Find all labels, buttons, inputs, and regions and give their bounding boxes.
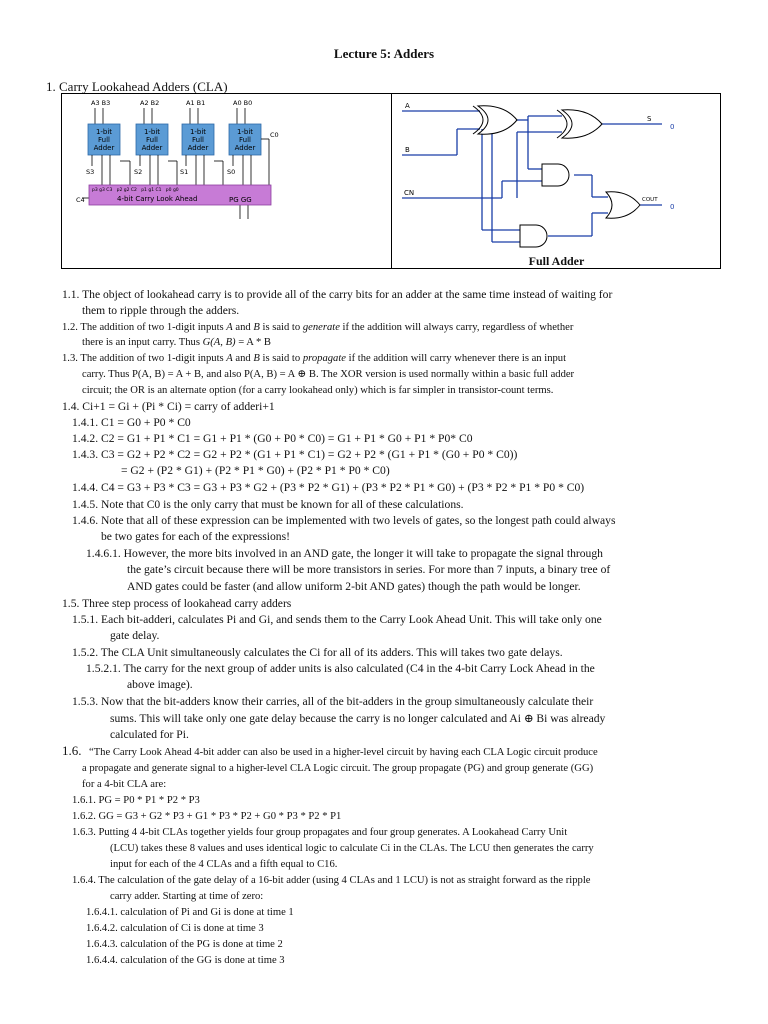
or-gate [606,192,640,218]
svg-text:Adder: Adder [141,144,163,152]
item-1-1-line-2: them to ripple through the adders. [82,304,240,317]
item-1-4-4: 1.4.4. C4 = G3 + P3 * C3 = G3 + P3 * G2 + (P3 * P2 * G1) + (P3 * P2 * P1 * G0) + (P3 * P2 * P1 * P0 * C0) [72,481,585,494]
item-1-6-line-1: “The Carry Look Ahead 4-bit adder can also be used in a higher-level circuit by having each CLA Logic circuit produce [89,747,598,758]
item-1-5-2-1-line-2: above image). [127,678,193,691]
item-1-6-3-line-1: 1.6.3. Putting 4 4-bit CLAs together yields four group propagates and four group generates. A Lookahead Carry Unit [72,827,568,838]
item-1-4-2: 1.4.2. C2 = G1 + P1 * C1 = G1 + P1 * (G0 + P0 * C0) = G1 + P1 * G0 + P1 * P0* C0 [72,432,473,445]
item-1-6-4-2: 1.6.4.2. calculation of Ci is done at time 3 [86,923,264,934]
item-1-5-1-line-2: gate delay. [110,629,160,642]
pg-gg-label: PG GG [229,196,252,204]
item-1-4-6-1-line-1: 1.4.6.1. However, the more bits involved in an AND gate, the longer it will take to propagate the signal through [86,547,603,560]
c4-label: C4 [76,196,85,204]
fa-output-cout: COUT [642,197,658,203]
item-1-4-6-1-line-3: AND gates could be faster (and allow uniform 2-bit AND gates) though the path would be longer. [127,580,581,593]
item-1-3-line-1: 1.3. The addition of two 1-digit inputs A and B is said to propagate if the addition will carry whenever there is an input [62,353,567,364]
section-heading: 1. Carry Lookahead Adders (CLA) [46,79,228,94]
item-1-3-line-2: carry. Thus P(A, B) = A + B, and also P(A, B) = A ⊕ B. The XOR version is used normally within a basic full adder [82,369,575,380]
fa-cout-value: 0 [670,203,675,211]
item-1-6-number: 1.6. [62,743,82,758]
c0-label: C0 [270,131,279,139]
item-1-4-6-line-2: be two gates for each of the expressions! [101,530,290,543]
item-1-4-1: 1.4.1. C1 = G0 + P0 * C0 [72,416,191,429]
item-1-2-line-2: there is an input carry. Thus G(A, B) = A * B [82,337,271,348]
svg-text:Adder: Adder [93,144,115,152]
item-1-4-6-1-line-2: the gate’s circuit because there will be more transistors in series. For more than 7 inputs, a binary tree of [127,563,611,576]
figure-box [61,93,721,269]
item-1-6-line-3: for a 4-bit CLA are: [82,779,167,790]
item-1-5: 1.5. Three step process of lookahead carry adders [62,597,292,610]
item-1-5-1-line-1: 1.5.1. Each bit-adderi, calculates Pi and Gi, and sends them to the Carry Look Ahead Unit. This will take only one [72,613,602,626]
svg-text:Adder: Adder [187,144,209,152]
unit-label: 4-bit Carry Look Ahead [117,195,198,203]
item-1-4-3-line-1: 1.4.3. C3 = G2 + P2 * C2 = G2 + P2 * (G1 + P1 * C1) = G2 + P2 * (G1 + P1 * (G0 + P0 * C0)) [72,448,518,461]
item-1-1-line-1: 1.1. The object of lookahead carry is to provide all of the carry bits for an adder at the same time instead of waiting for [62,288,613,301]
sum-s3: S3 [86,168,95,176]
item-1-5-2-1-line-1: 1.5.2.1. The carry for the next group of adder units is also calculated (C4 in the 4-bit Carry Lock Ahead in the [86,662,595,675]
svg-text:Full: Full [98,136,110,144]
item-1-5-2: 1.5.2. The CLA Unit simultaneously calculates the Ci for all of its adders. This will takes two gate delays. [72,646,563,659]
item-1-6-4-1: 1.6.4.1. calculation of Pi and Gi is done at time 1 [86,907,294,918]
fa-s-value: 0 [670,123,675,131]
svg-text:Full: Full [192,136,204,144]
item-1-4-6-line-1: 1.4.6. Note that all of these expression can be implemented with two levels of gates, so the longest path could always [72,514,616,527]
item-1-5-3-line-3: calculated for Pi. [110,728,189,741]
item-1-6-4-line-1: 1.6.4. The calculation of the gate delay of a 16-bit adder (using 4 CLAs and 1 LCU) is not as straight forward as the ripple [72,875,591,886]
svg-text:Adder: Adder [234,144,256,152]
item-1-6-1: 1.6.1. PG = P0 * P1 * P2 * P3 [72,795,200,806]
fa-output-s: S [647,115,652,123]
item-1-6-line-2: a propagate and generate signal to a higher-level CLA Logic circuit. The group propagate (PG) and group generate (GG) [82,763,594,774]
page-title: Lecture 5: Adders [333,46,435,61]
figure-caption: Full Adder [528,254,585,268]
item-1-4-5: 1.4.5. Note that C0 is the only carry that must be known for all of these calculations. [72,498,464,511]
svg-text:1-bit: 1-bit [95,128,113,136]
item-1-3-line-3: circuit; the OR is an alternate option (for a carry lookahead only) which is far simpler in transistor-count terms. [82,385,554,396]
input-a1b1: A1 B1 [186,99,206,107]
svg-text:Full: Full [239,136,251,144]
item-1-6-4-3: 1.6.4.3. calculation of the PG is done at time 2 [86,939,283,950]
svg-text:1-bit: 1-bit [189,128,207,136]
svg-text:1-bit: 1-bit [143,128,161,136]
xor-gate-1 [478,106,517,134]
item-1-6-4-4: 1.6.4.4. calculation of the GG is done at time 3 [86,955,285,966]
svg-text:Full: Full [146,136,158,144]
item-1-5-3-line-2: sums. This will take only one gate delay because the carry is no longer calculated and Ai ⊕ Bi was already [110,712,606,725]
input-a3b3: A3 B3 [91,99,111,107]
xor-gate-2 [562,110,602,138]
item-1-6-3-line-2: (LCU) takes these 8 values and uses identical logic to calculate Ci in the CLAs. The LCU then generates the carry [110,843,594,854]
fa-input-b: B [405,146,410,154]
item-1-6-2: 1.6.2. GG = G3 + G2 * P3 + G1 * P3 * P2 + G0 * P3 * P2 * P1 [72,811,342,822]
item-1-6-4-line-2: carry adder. Starting at time of zero: [110,891,264,902]
and-gate-2 [520,225,547,247]
fa-input-a: A [405,102,410,110]
fa-input-cn: CN [404,189,415,197]
item-1-6-3-line-3: input for each of the 4 CLAs and a fifth equal to C16. [110,859,338,870]
item-1-4-3-line-2: = G2 + (P2 * G1) + (P2 * P1 * G0) + (P2 * P1 * P0 * C0) [121,464,390,477]
figure-divider [391,94,392,269]
input-a0b0: A0 B0 [233,99,253,107]
sum-s0: S0 [227,168,236,176]
and-gate-1 [542,164,569,186]
pin-labels: p3 g3 C3 p2 g2 C2 p1 g1 C1 p0 g0 [92,188,179,193]
input-a2b2: A2 B2 [140,99,160,107]
item-1-4: 1.4. Ci+1 = Gi + (Pi * Ci) = carry of adderi+1 [62,400,275,413]
sum-s2: S2 [134,168,143,176]
item-1-5-3-line-1: 1.5.3. Now that the bit-adders know their carries, all of the bit-adders in the group simultaneously calculate their [72,695,594,708]
item-1-2-line-1: 1.2. The addition of two 1-digit inputs A and B is said to generate if the addition will always carry, regardless of whether [62,322,574,333]
sum-s1: S1 [180,168,189,176]
svg-text:1-bit: 1-bit [236,128,254,136]
